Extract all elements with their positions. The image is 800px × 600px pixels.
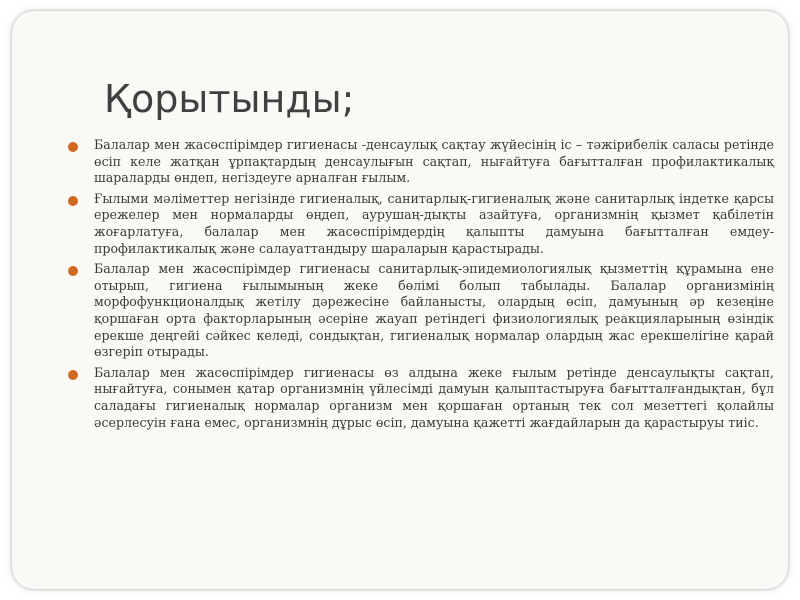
bullet-item: [68, 261, 774, 361]
bullet-dot-icon: [68, 266, 78, 276]
bullet-item: [68, 191, 774, 257]
bullet-dot-icon: [68, 142, 78, 152]
bullet-dot-icon: [68, 196, 78, 206]
bullet-item: [68, 137, 774, 187]
bullet-text: Балалар мен жасөспірімдер гигиенасы санитарлық-эпидемиологиялық қызметтің құрамына ене отырып, гигиена ғылымының жеке бөлімі болып табылады. Балалар организмінің морфофункционалдық жетілу дәрежесіне байланысты, олардың өсіп, дамуының әр кезеңіне қоршаған орта факторларының әсеріне жауап ретіндегі физиологиялық реакцияларының өзіндік ерекше деңгейі сәйкес келеді, сондықтан, гигиеналық нормалар олардың жас ерекшелігіне қарай өзгеріп отырады.: [94, 261, 774, 360]
slide-panel: [12, 11, 788, 589]
bullet-dot-icon: [68, 370, 78, 380]
bullet-list: [68, 137, 774, 435]
slide-title: Қорытынды;: [104, 77, 355, 121]
bullet-text: Балалар мен жасөспірімдер гигиенасы өз алдына жеке ғылым ретінде денсаулықты сақтап, нығайтуға, сонымен қатар организмнің үйлесімді дамуын қалыптастыруға бағытталғандықтан, бұл саладағы гигиеналық нормалар организм мен қоршаған ортаның тек сол мезеттегі қолайлы әсерлесуін ғана емес, организмнің дұрыс өсіп, дамуына қажетті жағдайларын да қарастыруы тиіс.: [94, 364, 774, 430]
bullet-text: Ғылыми мәліметтер негізінде гигиеналық, санитарлық-гигиеналық және санитарлық індетке қарсы ережелер мен нормаларды өңдеп, аурушаң-дықты азайтуға, организмнің қызмет қабілетін жоғарлатуға, балалар мен жасөспірімдердің қалыпты дамуына бағытталған емдеу-профилактикалық және салауаттандыру шараларын қарастырады.: [94, 190, 774, 256]
bullet-item: [68, 365, 774, 431]
bullet-text: Балалар мен жасөспірімдер гигиенасы -денсаулық сақтау жүйесінің іс – тәжірибелік саласы ретінде өсіп келе жатқан ұрпақтардың денсаулығын сақтап, нығайтуға бағытталған профилактикалық шараларды өндеп, негіздеуге арналған ғылым.: [94, 137, 774, 186]
